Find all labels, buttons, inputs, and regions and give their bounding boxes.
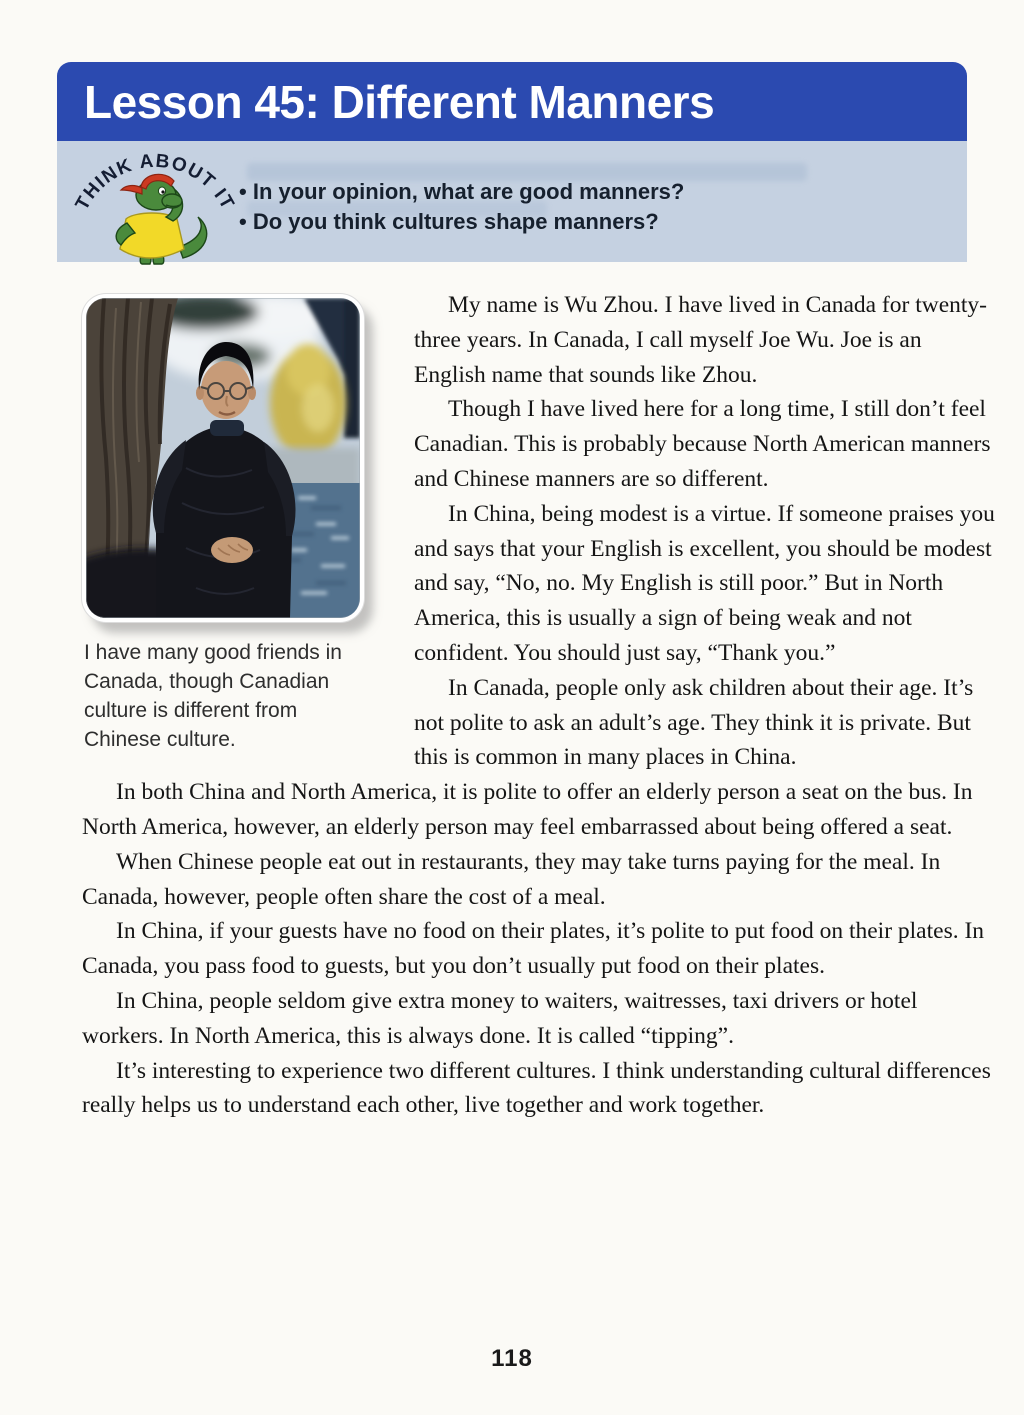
lesson-title: Lesson 45: Different Manners: [84, 76, 715, 128]
paragraph: In China, people seldom give extra money to waiters, waitresses, taxi drivers or hotel workers. In North America, this is always done. It is called “tipping”.: [82, 987, 918, 1049]
paragraph: In both China and North America, it is polite to offer an elderly person a seat on the bus. In North America, however, an elderly person may feel embarrassed about being offered a seat.: [82, 779, 973, 840]
paragraph: My name is Wu Zhou. I have lived in Canada for twenty-three years. In Canada, I call myself Joe Wu. Joe is an English name that sounds like Zhou.: [414, 292, 987, 388]
photo-figure: [82, 294, 374, 754]
page-number: 118: [491, 1345, 533, 1372]
think-about-it-mascot-icon: [63, 143, 245, 265]
lesson-banner: [57, 62, 967, 141]
paragraph: In China, if your guests have no food on their plates, it’s polite to put food on their plates. In Canada, you pass food to guests, but you don’t usually put food on their plates.: [82, 918, 985, 980]
paragraph: When Chinese people eat out in restaurants, they may take turns paying for the meal. In Canada, however, people often share the cost of a meal.: [82, 848, 941, 910]
paragraph: It’s interesting to experience two different cultures. I think understanding cultural differences really helps us to understand each other, live together and work together.: [82, 1057, 991, 1119]
photo-frame: [82, 294, 364, 622]
think-about-it-band: [57, 141, 967, 262]
paragraph: In China, being modest is a virtue. If someone praises you and says that your English is excellent, you should be modest and say, “No, no. My English is still poor.” But in North America, this is usually a sign of being weak and not confident. You should just say, “Thank you.”: [414, 500, 995, 666]
photo-caption: I have many good friends in Canada, though Canadian culture is different from Chinese culture.: [84, 641, 342, 751]
question-item: • Do you think cultures shape manners?: [239, 207, 684, 237]
reading-passage: [82, 288, 995, 1123]
paragraph: In Canada, people only ask children about their age. It’s not polite to ask an adult’s age. They think it is private. But this is common in many places in China.: [414, 674, 974, 771]
think-about-it-questions: [239, 177, 684, 237]
wu-zhou-photo: [86, 298, 360, 618]
question-item: • In your opinion, what are good manners?: [239, 177, 684, 207]
think-about-it-arc-text: THINK ABOUT IT: [71, 150, 239, 214]
paragraph: Though I have lived here for a long time, I still don’t feel Canadian. This is probably because North American manners and Chinese manners are so different.: [414, 396, 991, 492]
